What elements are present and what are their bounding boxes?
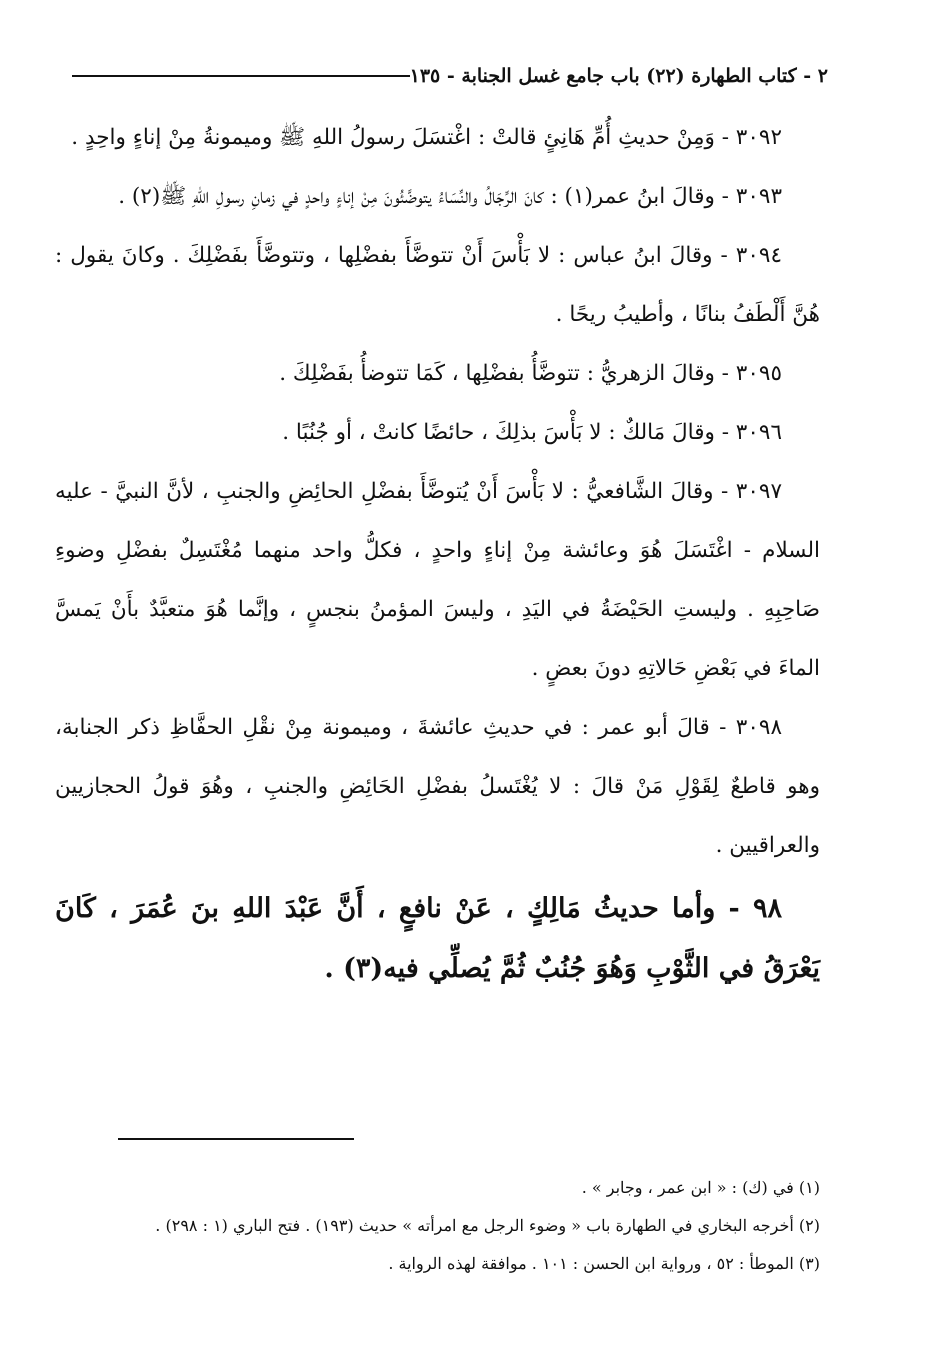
footnotes	[55, 1172, 820, 1286]
paragraph-3097: ٣٠٩٧ - وقالَ الشَّافعيُّ : لا بَأْسَ أَنْ يُتوضَّأَ بفضْلِ الحائِضِ والجنبِ ، لأنَّ النبيَّ - عليه السلام - اغْتَسَلَ هُوَ وعائشة مِنْ إناءٍ واحدٍ ، فكلُّ واحد منهما مُغْتَسِلٌ بفضْلِ وضوءِ صَاحِبِهِ . وليستِ الحَيْضَةُ في اليَدِ ، وليسَ المؤمنُ بنجسٍ ، وإنَّما هُوَ متعبَّدٌ بأَنْ يَمسَّ الماءَ في بَعْضِ حَالاتِهِ دونَ بعضٍ .	[55, 479, 820, 681]
running-header	[50, 58, 828, 94]
footnote-1: (١) في (ك) : « ابن عمر ، وجابر » .	[581, 1178, 820, 1197]
paragraph-3092: ٣٠٩٢ - وَمِنْ حديثِ أُمِّ هَانِئٍ قالتْ : اغْتسَلَ رسولُ اللهِ ﷺ وميمونةُ مِنْ إناءٍ واحِدٍ .	[71, 125, 782, 150]
footnote-2: (٢) أخرجه البخاري في الطهارة باب « وضوء الرجل مع امرأته » حديث (١٩٣) . فتح الباري (١ : ٢٩٨) .	[155, 1216, 820, 1235]
footnote-separator	[118, 1138, 354, 1140]
paragraph-3098: ٣٠٩٨ - قالَ أبو عمر : في حديثِ عائشةَ ، وميمونة مِنْ نقْلِ الحفَّاظِ ذكر الجنابة، وهو قاطعٌ لِقَوْلِ مَنْ قالَ : لا يُغْتَسلُ بفضْلِ الحَائِضِ والجنبِ ، وهُوَ قولُ الحجازيين والعراقيين .	[55, 715, 820, 858]
paragraph-3096: ٣٠٩٦ - وقالَ مَالكٌ : لا بَأْسَ بذلِكَ ، حائضًا كانتْ ، أو جُنُبًا .	[282, 420, 782, 445]
main-text	[55, 108, 820, 999]
paragraph-3094: ٣٠٩٤ - وقالَ ابنُ عباس : لا بَأْسَ أَنْ تتوضَّأَ بفضْلِها ، وتتوضَّأَ بفَضْلِكَ . وكانَ يقول : هُنَّ أَلْطَفُ بنانًا ، وأطيبُ ريحًا .	[55, 243, 820, 327]
hadith-98: ٩٨ - وأما حديثُ مَالِكٍ ، عَنْ نافعٍ ، أَنَّ عَبْدَ اللهِ بنَ عُمَرَ ، كَانَ يَعْرَقُ في الثَّوْبِ وَهُوَ جُنُبٌ ثُمَّ يُصلِّي فيه(٣) .	[55, 893, 820, 984]
paragraph-3093: ٣٠٩٣ - وقالَ ابنُ عمر(١) : كانَ الرِّجَالُ والنِّسَاءُ يتوضَّئُونَ مِنْ إناءٍ واحدٍ في زمانِ رسولِ اللهِ ﷺ(٢) .	[118, 184, 782, 209]
footnote-3: (٣) الموطأ : ٥٢ ، ورواية ابن الحسن : ١٠١ . موافقة لهذه الرواية .	[388, 1254, 820, 1273]
header-rule	[72, 75, 410, 77]
header-title: ٢ - كتاب الطهارة (٢٢) باب جامع غسل الجنابة - ١٣٥	[409, 65, 828, 87]
paragraph-3095: ٣٠٩٥ - وقالَ الزهريُّ : تتوضَّأُ بفضْلِها ، كَمَا تتوضأُ بفَضْلِكَ .	[279, 361, 782, 386]
